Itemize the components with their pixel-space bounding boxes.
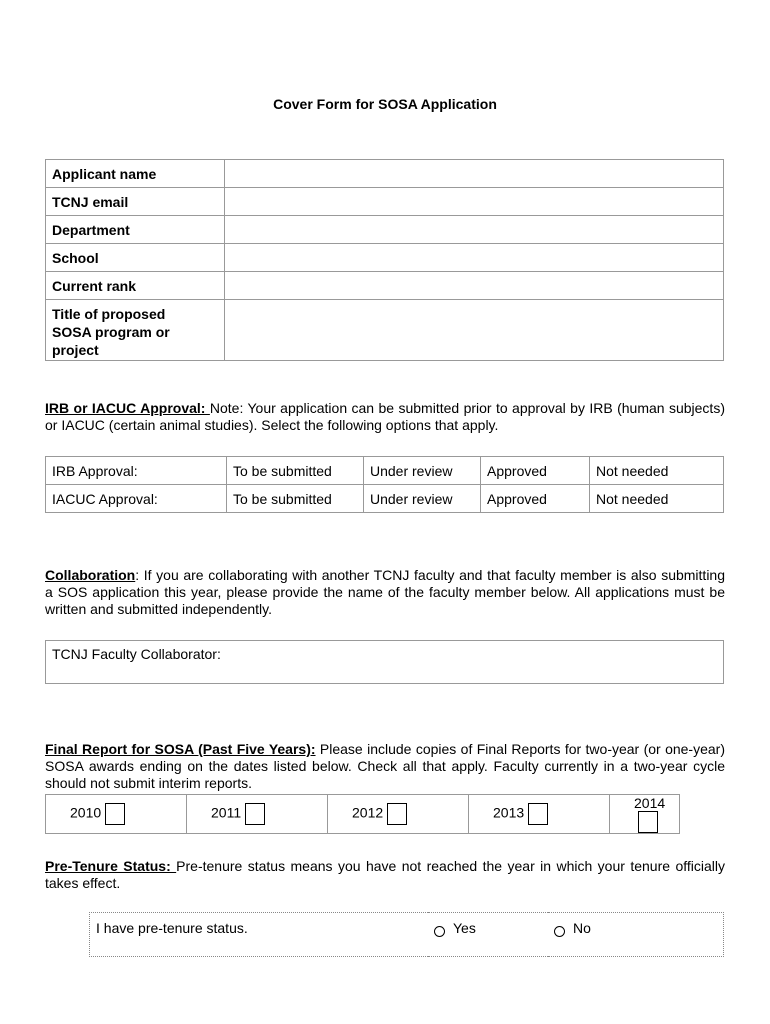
year-label-2010: 2010 bbox=[70, 804, 102, 821]
final-report-years-table bbox=[45, 794, 680, 834]
project-title-label-line2: SOSA program or project bbox=[52, 324, 170, 358]
applicant-info-table bbox=[45, 159, 724, 361]
pretenure-text: Pre-tenure status means you have not reached the year in which your tenure officially takes effect. bbox=[45, 858, 725, 891]
current-rank-field[interactable] bbox=[225, 272, 724, 300]
year-checkbox-2012[interactable] bbox=[387, 803, 407, 825]
year-label-2013: 2013 bbox=[493, 804, 525, 821]
project-title-field[interactable] bbox=[225, 300, 724, 361]
current-rank-label: Current rank bbox=[46, 272, 225, 300]
department-field[interactable] bbox=[225, 216, 724, 244]
year-checkbox-2011[interactable] bbox=[245, 803, 265, 825]
final-report-text: Please include copies of Final Reports for two-year (or one-year) SOSA awards ending on the dates listed below. Check all that apply. Faculty currently in a two-year cycle should not submit interim reports. bbox=[45, 741, 725, 791]
collaboration-paragraph bbox=[45, 567, 725, 618]
tcnj-email-label: TCNJ email bbox=[46, 188, 225, 216]
final-report-paragraph bbox=[45, 741, 725, 792]
school-label: School bbox=[46, 244, 225, 272]
iacuc-approval-label: IACUC Approval: bbox=[46, 485, 227, 513]
pretenure-heading: Pre-Tenure Status: bbox=[45, 858, 177, 874]
pretenure-no-option[interactable] bbox=[548, 913, 724, 957]
final-report-heading: Final Report for SOSA (Past Five Years): bbox=[45, 741, 316, 757]
year-cell-2011 bbox=[187, 795, 328, 834]
collaborator-field[interactable] bbox=[45, 640, 724, 684]
applicant-name-field[interactable] bbox=[225, 160, 724, 188]
pretenure-yes-option[interactable] bbox=[428, 913, 548, 957]
year-cell-2012 bbox=[328, 795, 469, 834]
irb-paragraph bbox=[45, 400, 725, 434]
year-checkbox-2014[interactable] bbox=[638, 811, 658, 833]
irb-table bbox=[45, 456, 724, 513]
yes-radio[interactable] bbox=[434, 926, 445, 937]
irb-option-to-be-submitted[interactable]: To be submitted bbox=[227, 457, 364, 485]
collaboration-text: : If you are collaborating with another TCNJ faculty and that faculty member is also submitting a SOS application this year, please provide the name of the faculty member below. All applications must be written and submitted independently. bbox=[45, 567, 725, 617]
applicant-name-label: Applicant name bbox=[46, 160, 225, 188]
pretenure-table bbox=[89, 912, 724, 957]
year-checkbox-2013[interactable] bbox=[528, 803, 548, 825]
collaborator-label: TCNJ Faculty Collaborator: bbox=[52, 646, 221, 662]
no-label: No bbox=[573, 920, 591, 936]
year-cell-2013 bbox=[469, 795, 610, 834]
irb-option-under-review[interactable]: Under review bbox=[364, 457, 481, 485]
year-label-2011: 2011 bbox=[211, 804, 242, 821]
school-field[interactable] bbox=[225, 244, 724, 272]
year-cell-2014 bbox=[610, 795, 680, 834]
tcnj-email-field[interactable] bbox=[225, 188, 724, 216]
department-label: Department bbox=[46, 216, 225, 244]
yes-label: Yes bbox=[453, 920, 476, 936]
page-title: Cover Form for SOSA Application bbox=[273, 96, 497, 112]
irb-option-approved[interactable]: Approved bbox=[481, 457, 590, 485]
irb-text: Note: Your application can be submitted prior to approval by IRB (human subjects) or IACUC (certain animal studies). Select the following options that apply. bbox=[45, 400, 725, 433]
project-title-label bbox=[46, 300, 225, 361]
no-radio[interactable] bbox=[554, 926, 565, 937]
pretenure-paragraph bbox=[45, 858, 725, 892]
collaboration-heading: Collaboration bbox=[45, 567, 136, 583]
year-cell-2010 bbox=[46, 795, 187, 834]
iacuc-option-to-be-submitted[interactable]: To be submitted bbox=[227, 485, 364, 513]
iacuc-option-under-review[interactable]: Under review bbox=[364, 485, 481, 513]
iacuc-option-approved[interactable]: Approved bbox=[481, 485, 590, 513]
pretenure-question: I have pre-tenure status. bbox=[96, 920, 248, 936]
year-checkbox-2010[interactable] bbox=[105, 803, 125, 825]
year-label-2012: 2012 bbox=[352, 804, 384, 821]
irb-option-not-needed[interactable]: Not needed bbox=[590, 457, 724, 485]
project-title-label-line1: Title of proposed bbox=[52, 306, 166, 322]
irb-heading: IRB or IACUC Approval: bbox=[45, 400, 210, 416]
irb-approval-label: IRB Approval: bbox=[46, 457, 227, 485]
year-label-2014: 2014 bbox=[634, 795, 666, 811]
iacuc-option-not-needed[interactable]: Not needed bbox=[590, 485, 724, 513]
